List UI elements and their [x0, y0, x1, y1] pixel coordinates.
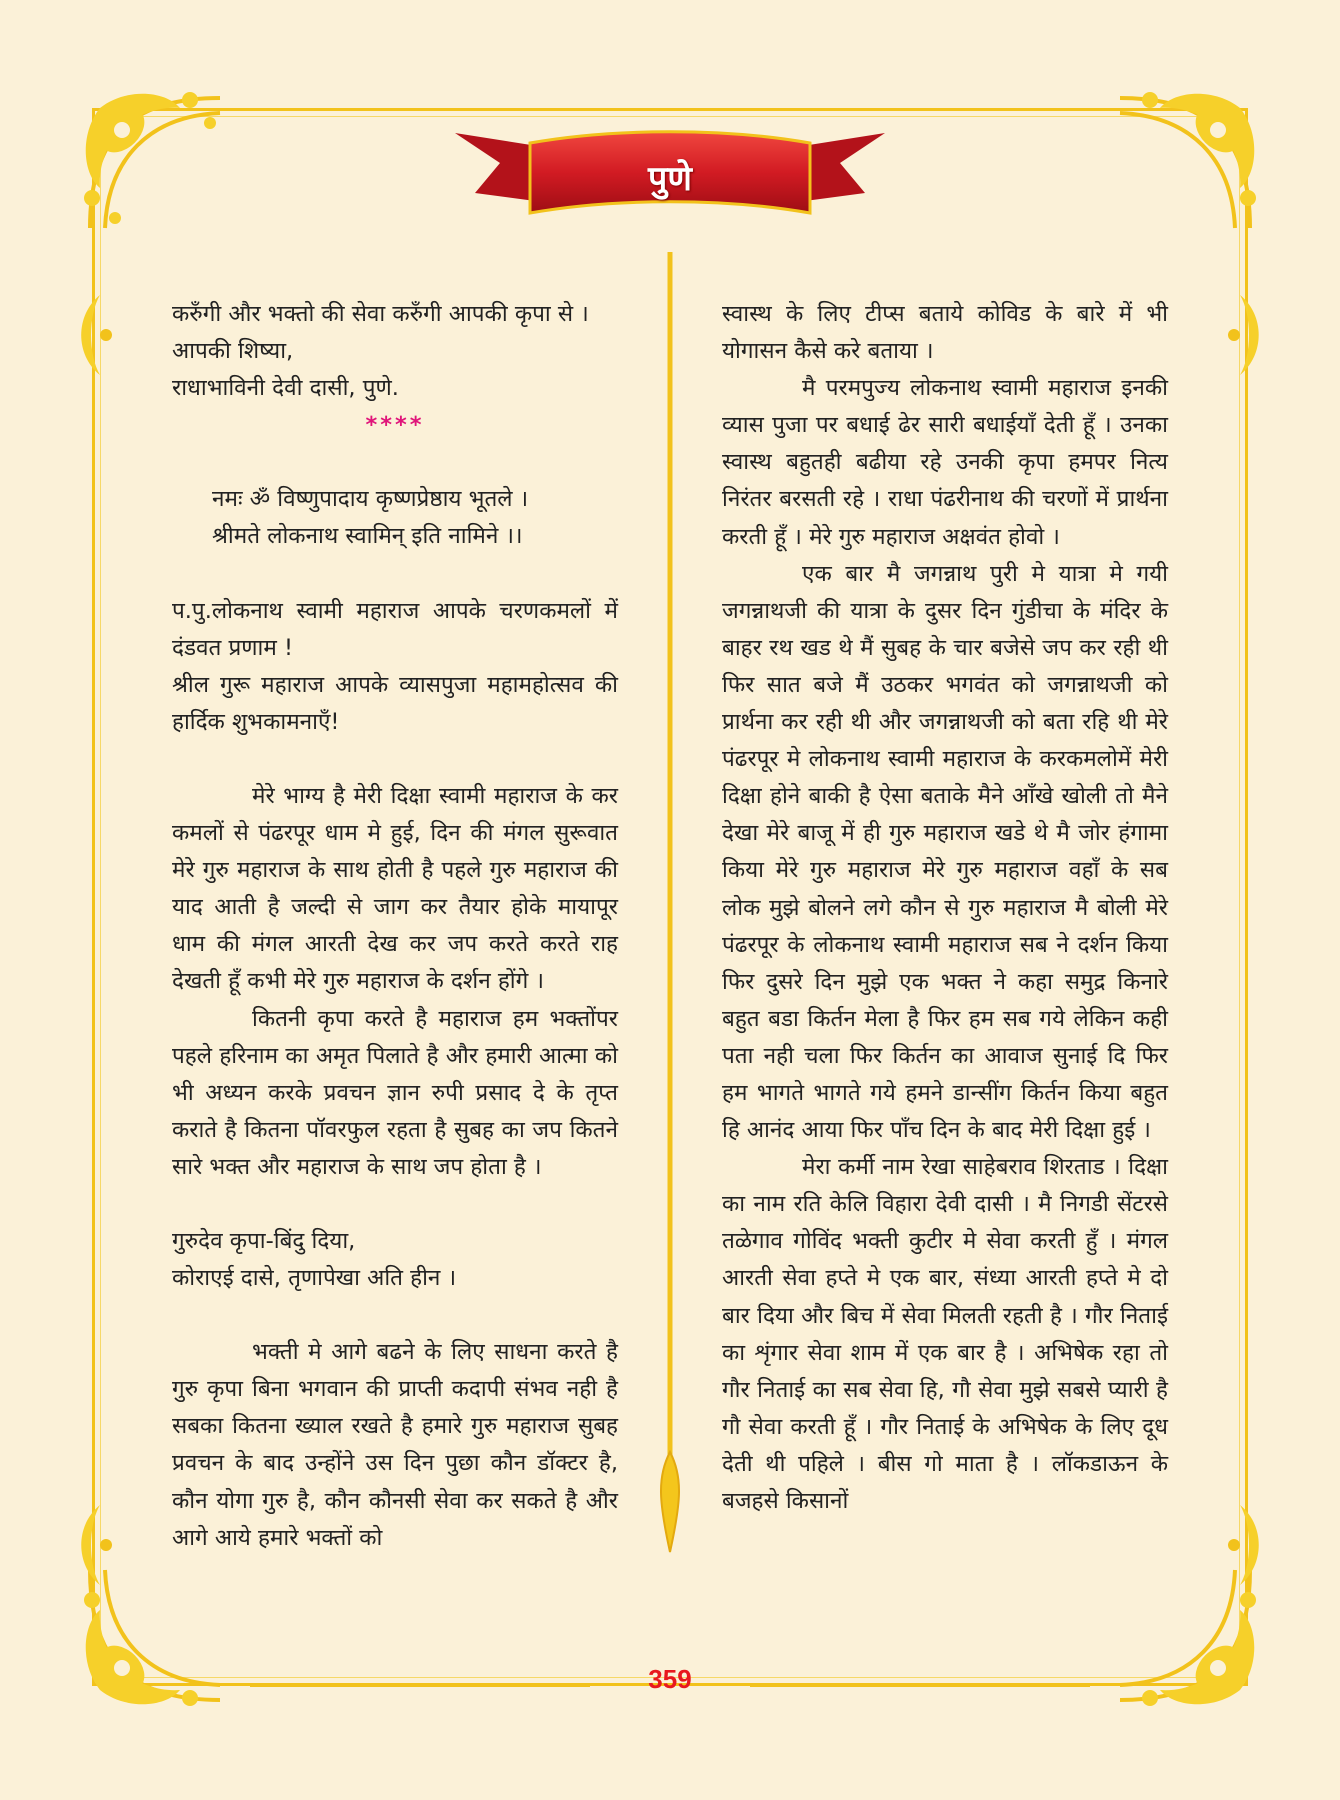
side-flourish-icon	[1224, 1500, 1270, 1590]
side-flourish-icon	[70, 290, 116, 380]
side-flourish-icon	[70, 1500, 116, 1590]
column-divider-icon	[655, 252, 685, 1572]
footer-rule	[250, 1684, 590, 1687]
page-title: पुणे	[648, 159, 692, 199]
paragraph: प.पु.लोकनाथ स्वामी महाराज आपके चरणकमलों में दंडवत प्रणाम !	[172, 597, 618, 661]
paragraph: आपकी शिष्या,	[172, 338, 294, 365]
left-column	[172, 296, 618, 1557]
verse-line: कोराएई दासे, तृणापेखा अति हीन ।	[172, 1265, 457, 1292]
verse-line: नमः ॐ विष्णुपादाय कृष्णप्रेष्ठाय भूतले ।	[212, 486, 529, 513]
paragraph: कितनी कृपा करते है महाराज हम भक्तोंपर पहले हरिनाम का अमृत पिलाते है और हमारी आत्मा को भी अध्यन करके प्रवचन ज्ञान रुपी प्रसाद दे के तृप्त कराते है कितना पॉवरफुल रहता है सुबह का जप कितने सारे भक्त और महाराज के साथ जप होता है ।	[172, 1005, 618, 1180]
footer-rule	[750, 1684, 1090, 1687]
paragraph: भक्ती मे आगे बढने के लिए साधना करते है गुरु कृपा बिना भगवान की प्राप्ती कदापी संभव नही है सबका कितना ख्याल रखते है हमारे गुरु महाराज सुबह प्रवचन के बाद उन्होंने उस दिन पुछा कौन डॉक्टर है, कौन योगा गुरु है, कौन कौनसी सेवा कर सकते है और आगे आये हमारे भक्तों को	[172, 1339, 618, 1551]
page-number: 359	[648, 1664, 692, 1694]
verse-line: गुरुदेव कृपा-बिंदु दिया,	[172, 1227, 356, 1254]
paragraph: मेरे भाग्य है मेरी दिक्षा स्वामी महाराज के कर कमलों से पंढरपूर धाम मे हुई, दिन की मंगल सुरूवात मेरे गुरु महाराज के साथ होती है पहले गुरु महाराज की याद आती है जल्दी से जाग कर तैयार होके मायापूर धाम की मंगल आरती देख कर जप करते करते राह देखती हूँ कभी मेरे गुरु महाराज के दर्शन होंगे ।	[172, 782, 618, 995]
verse-line: श्रीमते लोकनाथ स्वामिन् इति नामिने ।।	[212, 523, 523, 550]
signature-line: राधाभाविनी देवी दासी, पुणे.	[172, 375, 399, 402]
paragraph: करुँगी और भक्तो की सेवा करुँगी आपकी कृपा से ।	[172, 301, 589, 327]
section-separator: ****	[365, 412, 425, 439]
paragraph: स्वास्थ के लिए टीप्स बताये कोविड के बारे में भी योगासन कैसे करे बताया ।	[722, 301, 1168, 365]
paragraph: मेरा कर्मी नाम रेखा साहेबराव शिरताड । दिक्षा का नाम रति केलि विहारा देवी दासी । मै निगडी सेंटरसे तळेगाव गोविंद भक्ती कुटीर मे सेवा करती हुँ । मंगल आरती सेवा हप्ते मे एक बार, संध्या आरती हप्ते मे दो बार दिया और बिच में सेवा मिलती रहती है । गौर निताई का शृंगार सेवा शाम में एक बार है । अभिषेक रहा तो गौर निताई का सब सेवा हि, गौ सेवा मुझे सबसे प्यारी है गौ सेवा करती हूँ । गौर निताई के अभिषेक के लिए दूध देती थी पहिले । बीस गो माता है । लॉकडाऊन के बजहसे किसानों	[722, 1154, 1168, 1514]
paragraph: मै परमपुज्य लोकनाथ स्वामी महाराज इनकी व्यास पुजा पर बधाई ढेर सारी बधाईयाँ देती हूँ । उनका स्वास्थ बहुतही बढीया रहे उनकी कृपा हमपर नित्य निरंतर बरसती रहे । राधा पंढरीनाथ की चरणों में प्रार्थना करती हूँ । मेरे गुरु महाराज अक्षवंत होवो ।	[722, 375, 1168, 550]
paragraph: एक बार मै जगन्नाथ पुरी मे यात्रा मे गयी जगन्नाथजी की यात्रा के दुसर दिन गुंडीचा के मंदिर के बाहर रथ खड थे मैं सुबह के चार बजेसे जप कर रही थी फिर सात बजे मैं उठकर भगवंत को जगन्नाथजी को प्रार्थना कर रही थी और जगन्नाथजी को बता रहि थी मेरे पंढरपूर मे लोकनाथ स्वामी महाराज के करकमलोमें मेरी दिक्षा होने बाकी है ऐसा बताके मैने आँखे खोली तो मैने देखा मेरे बाजू में ही गुरु महाराज खडे थे मै जोर हंगामा किया मेरे गुरु महाराज मेरे गुरु महाराज वहाँ के सब लोक मुझे बोलने लगे कौन से गुरु महाराज मै बोली मेरे पंढरपूर के लोकनाथ स्वामी महाराज सब ने दर्शन किया फिर दुसरे दिन मुझे एक भक्त ने कहा समुद्र किनारे बहुत बडा किर्तन मेला है फिर हम सब गये लेकिन कही पता नही चला फिर किर्तन का आवाज सुनाई दि फिर हम भागते भागते गये हमने डान्सींग किर्तन किया बहुत हि आनंद आया फिर पाँच दिन के बाद मेरी दिक्षा हुई ।	[722, 560, 1168, 1144]
side-flourish-icon	[1224, 290, 1270, 380]
paragraph: श्रील गुरू महाराज आपके व्यासपुजा महामहोत्सव की हार्दिक शुभकामनाएँ!	[172, 671, 618, 735]
right-column	[722, 296, 1168, 1520]
corner-ornament-icon	[70, 78, 240, 248]
corner-ornament-icon	[1100, 78, 1270, 248]
